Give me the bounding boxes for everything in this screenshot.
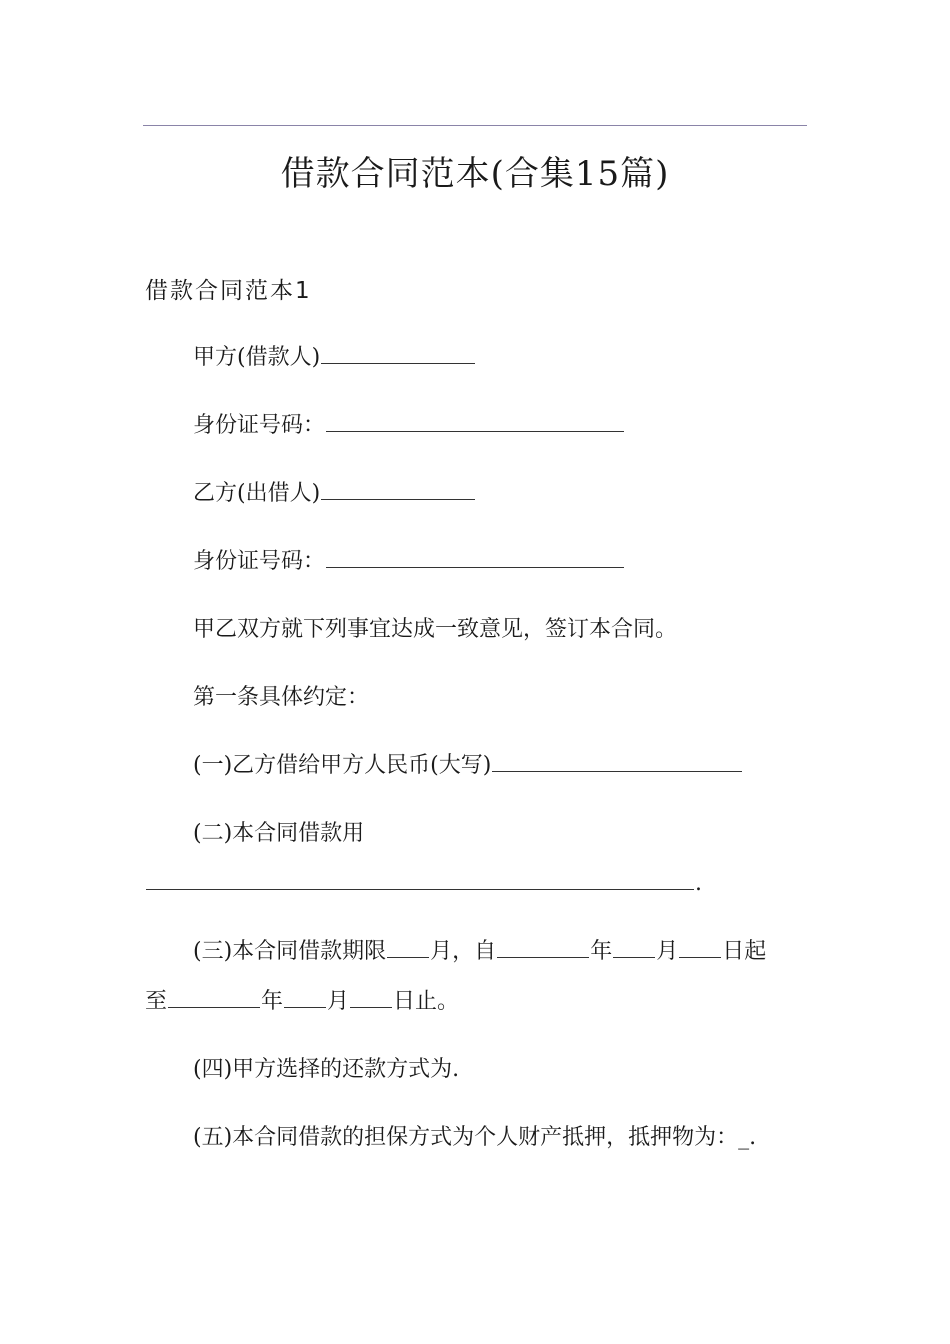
item-1-line [193, 748, 743, 784]
item-3-text-d: 月 [656, 939, 679, 964]
item-3-line-1 [193, 934, 766, 970]
id-line-1 [193, 408, 625, 444]
end-day-blank [350, 985, 392, 1008]
start-day-blank [679, 935, 721, 958]
top-rule [143, 125, 807, 126]
start-month-blank [613, 935, 655, 958]
term-month-blank [387, 935, 429, 958]
party-b-blank [321, 477, 475, 500]
item-2-continuation [145, 866, 702, 902]
article-1: 第一条具体约定： [193, 685, 370, 710]
party-b-line [193, 476, 476, 512]
id-line-2 [193, 544, 625, 580]
item-4-text: (四)甲方选择的还款方式为. [193, 1057, 460, 1082]
party-b-label: 乙方(出借人) [193, 481, 321, 506]
start-year-blank [497, 935, 589, 958]
amount-blank [492, 749, 742, 772]
id-label-1: 身份证号码： [193, 413, 326, 438]
item-3-text-b: 月，自 [430, 939, 497, 964]
document-title: 借款合同范本(合集15篇) [280, 154, 670, 194]
purpose-blank [146, 867, 694, 890]
id-label-2: 身份证号码： [193, 549, 326, 574]
item-3-text-c: 年 [590, 939, 613, 964]
item-2-end: . [695, 871, 702, 896]
item-5-text: (五)本合同借款的担保方式为个人财产抵押，抵押物为：_. [193, 1125, 757, 1150]
item-3-line-2 [145, 984, 459, 1020]
id-blank-2 [326, 545, 624, 568]
item-3-text-a: (三)本合同借款期限 [193, 939, 387, 964]
party-a-blank [321, 341, 475, 364]
party-a-line [193, 340, 476, 376]
item-3-text-i: 日止。 [393, 989, 460, 1014]
section-heading: 借款合同范本1 [145, 278, 312, 304]
party-a-label: 甲方(借款人) [193, 345, 321, 370]
agreement-text: 甲乙双方就下列事宜达成一致意见，签订本合同。 [193, 617, 678, 642]
item-3-text-h: 月 [327, 989, 350, 1014]
id-blank-1 [326, 409, 624, 432]
item-3-text-g: 年 [261, 989, 284, 1014]
item-1-text: (一)乙方借给甲方人民币(大写) [193, 753, 492, 778]
item-3-text-f: 至 [145, 989, 168, 1014]
end-month-blank [284, 985, 326, 1008]
item-3-text-e: 日起 [722, 939, 767, 964]
item-2-text: (二)本合同借款用 [193, 821, 365, 846]
end-year-blank [168, 985, 260, 1008]
